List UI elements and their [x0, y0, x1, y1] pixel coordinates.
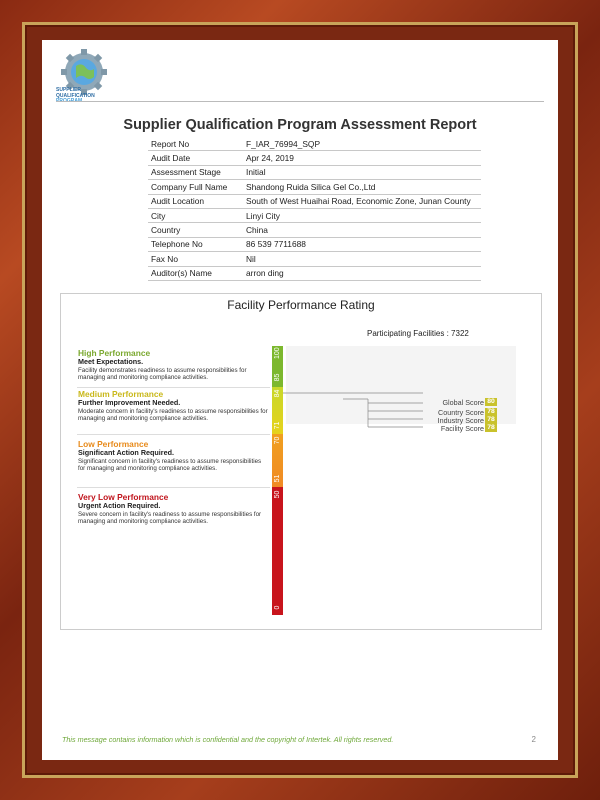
category-subheading: Urgent Action Required. — [78, 501, 161, 510]
scale-tick: 0 — [274, 605, 281, 610]
score-label: Global Score — [442, 398, 484, 407]
info-row — [148, 194, 481, 208]
category-subheading: Further Improvement Needed. — [78, 398, 181, 407]
scale-tick: 84 — [274, 389, 281, 398]
score-value: 78 — [485, 408, 497, 416]
info-key: Telephone No — [148, 237, 240, 251]
scale-tick: 100 — [274, 347, 281, 359]
info-value: South of West Huaihai Road, Economic Zone, Junan County — [240, 194, 481, 208]
info-key: Report No — [148, 137, 240, 151]
category-heading: High Performance — [78, 348, 151, 358]
category-text: Significant concern in facility's readiness to assume responsibilities for managing and monitoring compliance activities. — [78, 457, 262, 472]
info-key: Company Full Name — [148, 180, 240, 194]
info-key: Assessment Stage — [148, 165, 240, 179]
scale-tick: 71 — [274, 421, 281, 430]
info-row — [148, 208, 481, 222]
info-value: arron ding — [240, 266, 481, 280]
category-very-low — [78, 492, 270, 525]
category-medium — [78, 389, 270, 422]
facility-performance-rating-panel — [60, 293, 542, 630]
header-divider — [56, 101, 544, 102]
category-heading: Medium Performance — [78, 389, 164, 399]
info-key: Country — [148, 223, 240, 237]
info-key: Auditor(s) Name — [148, 266, 240, 280]
info-value: F_IAR_76994_SQP — [240, 137, 481, 151]
info-value: Nil — [240, 252, 481, 266]
info-row — [148, 151, 481, 165]
participating-facilities — [367, 329, 469, 338]
info-key: City — [148, 208, 240, 222]
report-page — [42, 40, 558, 760]
info-key: Audit Location — [148, 194, 240, 208]
category-heading: Low Performance — [78, 439, 149, 449]
score-label: Facility Score — [440, 424, 484, 433]
scale-tick: 70 — [274, 436, 281, 445]
category-subheading: Meet Expectations. — [78, 357, 144, 366]
info-key: Fax No — [148, 252, 240, 266]
category-subheading: Significant Action Required. — [78, 448, 174, 457]
score-facility — [425, 424, 501, 433]
category-divider — [77, 487, 270, 488]
scale-tick: 85 — [274, 373, 281, 382]
info-row — [148, 237, 481, 251]
info-value: 86 539 7711688 — [240, 237, 481, 251]
category-text: Facility demonstrates readiness to assume responsibilities for managing and monitoring compliance activities. — [78, 366, 247, 381]
score-value: 78 — [485, 416, 497, 424]
page-number: 2 — [531, 735, 536, 744]
info-row — [148, 266, 481, 280]
info-row — [148, 223, 481, 237]
category-text: Moderate concern in facility's readiness to assume responsibilities for managing and monitoring compliance activities. — [78, 407, 268, 422]
info-key: Audit Date — [148, 151, 240, 165]
category-high — [78, 348, 270, 381]
participating-count: 7322 — [451, 329, 469, 338]
info-value: Linyi City — [240, 208, 481, 222]
category-heading: Very Low Performance — [78, 492, 169, 502]
category-low — [78, 439, 270, 472]
info-row — [148, 165, 481, 179]
score-global — [425, 398, 501, 407]
info-value: China — [240, 223, 481, 237]
info-value: Initial — [240, 165, 481, 179]
info-value: Apr 24, 2019 — [240, 151, 481, 165]
category-divider — [77, 387, 270, 388]
info-row — [148, 252, 481, 266]
rating-title: Facility Performance Rating — [227, 298, 375, 312]
logo-wordmark — [56, 88, 126, 105]
score-label: Industry Score — [437, 416, 484, 425]
score-value: 80 — [485, 398, 497, 406]
participating-label: Participating Facilities : — [367, 329, 449, 338]
report-title: Supplier Qualification Program Assessment Report — [123, 117, 477, 133]
category-divider — [77, 434, 270, 435]
score-label: Country Score — [438, 408, 484, 417]
scale-segment-very-low — [272, 487, 283, 615]
logo-line-1: SUPPLIER — [56, 87, 82, 93]
scale-tick: 51 — [274, 474, 281, 483]
info-row — [148, 180, 481, 194]
report-info-table — [148, 137, 481, 281]
confidentiality-footer: This message contains information which is confidential and the copyright of Intertek. All rights reserved. — [62, 735, 394, 744]
info-row — [148, 137, 481, 151]
logo-line-2: QUALIFICATION — [56, 92, 95, 99]
scale-tick: 50 — [274, 490, 281, 499]
category-text: Severe concern in facility's readiness to assume responsibilities for managing and monitoring compliance activities. — [78, 510, 262, 525]
score-value: 78 — [485, 424, 497, 432]
score-connector-lines — [283, 389, 443, 439]
info-value: Shandong Ruida Silica Gel Co.,Ltd — [240, 180, 481, 194]
